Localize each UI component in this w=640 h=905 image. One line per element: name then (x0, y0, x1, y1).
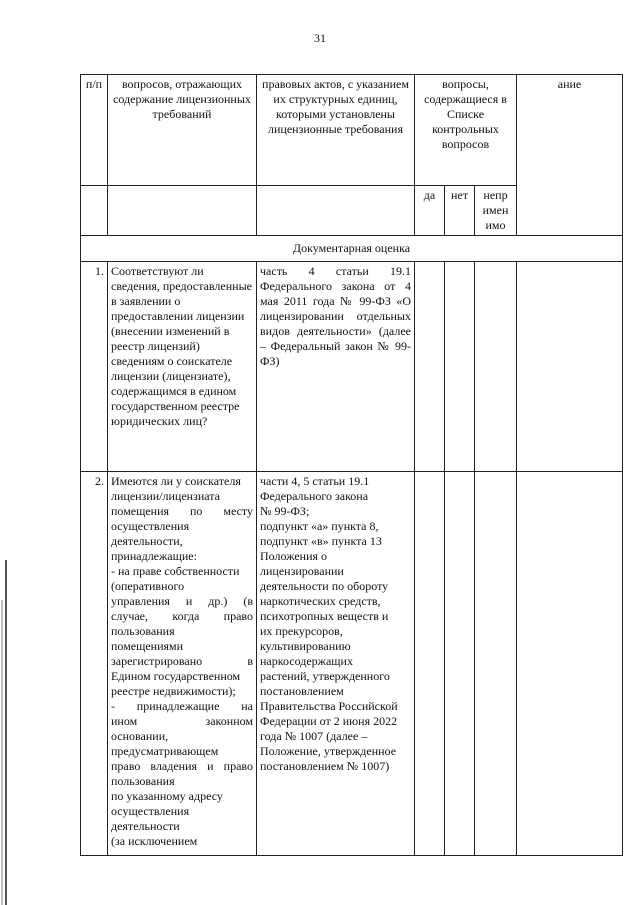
question-line: зарегистрировано в (111, 654, 253, 668)
legal-line: их прекурсоров, (260, 624, 343, 638)
question-line: лицензии/лицензиата (111, 489, 220, 503)
legal-line: части 4, 5 статьи 19.1 (260, 474, 370, 488)
header-subcell-yes: да (415, 186, 445, 236)
question-line: помещениями (111, 639, 184, 653)
header-subcell-not-applicable (475, 186, 517, 236)
header-cell-number: п/п (81, 75, 108, 186)
question-line: основании, (111, 729, 169, 743)
row-answer-no (445, 472, 475, 856)
na-line: имен (482, 203, 509, 217)
question-line: осуществления (111, 804, 190, 818)
section-title: Документарная оценка (81, 236, 623, 262)
legal-line: постановлением № 1007) (260, 759, 390, 773)
header-subcell-empty (81, 186, 108, 236)
legal-line: наркотических средств, (260, 594, 381, 608)
question-line: Имеются ли у соискателя (111, 474, 241, 488)
na-line: непр (483, 188, 508, 202)
question-line: предусматривающем (111, 744, 219, 758)
row-question: Соответствуют ли сведения, предоставленные в заявлении о предоставлении лицензии (внесении изменений в реестр лицензий) сведениям о соискателе лицензии (лицензиате), содержащимся в едином государственном реестре юридических лиц? (108, 262, 257, 472)
question-line: - на праве собственности (111, 564, 240, 578)
header-subcell-empty (108, 186, 257, 236)
row-answer-na (475, 262, 517, 472)
question-line: - принадлежащие на (111, 699, 253, 713)
page-number: 31 (314, 31, 326, 45)
legal-line: Положение, утвержденное (260, 744, 397, 758)
na-line: имо (485, 218, 506, 232)
row-number: 2. (81, 472, 108, 856)
question-line: помещения по месту (111, 504, 253, 518)
table-row (81, 472, 623, 856)
legal-line: постановлением (260, 684, 344, 698)
legal-line: Федерации от 2 июня 2022 (260, 714, 398, 728)
row-note (517, 262, 623, 472)
question-line: принадлежащие: (111, 549, 197, 563)
legal-line: психотропных веществ и (260, 609, 389, 623)
checklist-table (80, 74, 623, 856)
question-line: реестре недвижимости); (111, 684, 236, 698)
row-number: 1. (81, 262, 108, 472)
header-cell-legal-acts: правовых актов, с указанием их структурных единиц, которыми установлены лицензионные требования (257, 75, 415, 186)
row-answer-yes (415, 472, 445, 856)
question-line: случае, когда право (111, 609, 253, 623)
question-line: осуществления (111, 519, 190, 533)
question-line: пользования (111, 774, 175, 788)
header-cell-answers: вопросы, содержащиеся в Списке контрольных вопросов (415, 75, 517, 186)
header-subcell-empty (257, 186, 415, 236)
question-line: по указанному адресу (111, 789, 223, 803)
row-note (517, 472, 623, 856)
legal-line: культивированию (260, 639, 351, 653)
question-line: пользования (111, 624, 175, 638)
row-answer-na (475, 472, 517, 856)
legal-line: Федерального закона (260, 489, 369, 503)
legal-line: подпункт «а» пункта 8, (260, 519, 379, 533)
table-row (81, 262, 623, 472)
header-cell-note: ание (517, 75, 623, 236)
legal-line: Положения о (260, 549, 328, 563)
question-line: (за исключением (111, 834, 198, 848)
row-answer-no (445, 262, 475, 472)
legal-line: года № 1007 (далее – (260, 729, 368, 743)
question-line: право владения и право (111, 759, 253, 773)
question-line: деятельности (111, 819, 180, 833)
legal-line: лицензировании (260, 564, 344, 578)
header-row (81, 75, 623, 186)
question-line: управления и др.) (в (111, 594, 253, 608)
row-question (108, 472, 257, 856)
header-cell-questions: вопросов, отражающих содержание лицензионных требований (108, 75, 257, 186)
row-answer-yes (415, 262, 445, 472)
question-line: (оперативного (111, 579, 185, 593)
question-line: деятельности, (111, 534, 183, 548)
header-subcell-no: нет (445, 186, 475, 236)
legal-line: Правительства Российской (260, 699, 398, 713)
legal-line: растений, утвержденного (260, 669, 390, 683)
row-legal-basis: часть 4 статьи 19.1 Федерального закона от 4 мая 2011 года № 99-ФЗ «О лицензировании отдельных видов деятельности» (далее – Федеральный закон № 99-ФЗ) (257, 262, 415, 472)
legal-line: подпункт «в» пункта 13 (260, 534, 382, 548)
question-line: ином законном (111, 714, 253, 728)
legal-line: наркосодержащих (260, 654, 353, 668)
question-line: Едином государственном (111, 669, 241, 683)
row-legal-basis (257, 472, 415, 856)
legal-line: № 99-ФЗ; (260, 504, 310, 518)
section-row (81, 236, 623, 262)
legal-line: деятельности по обороту (260, 579, 389, 593)
